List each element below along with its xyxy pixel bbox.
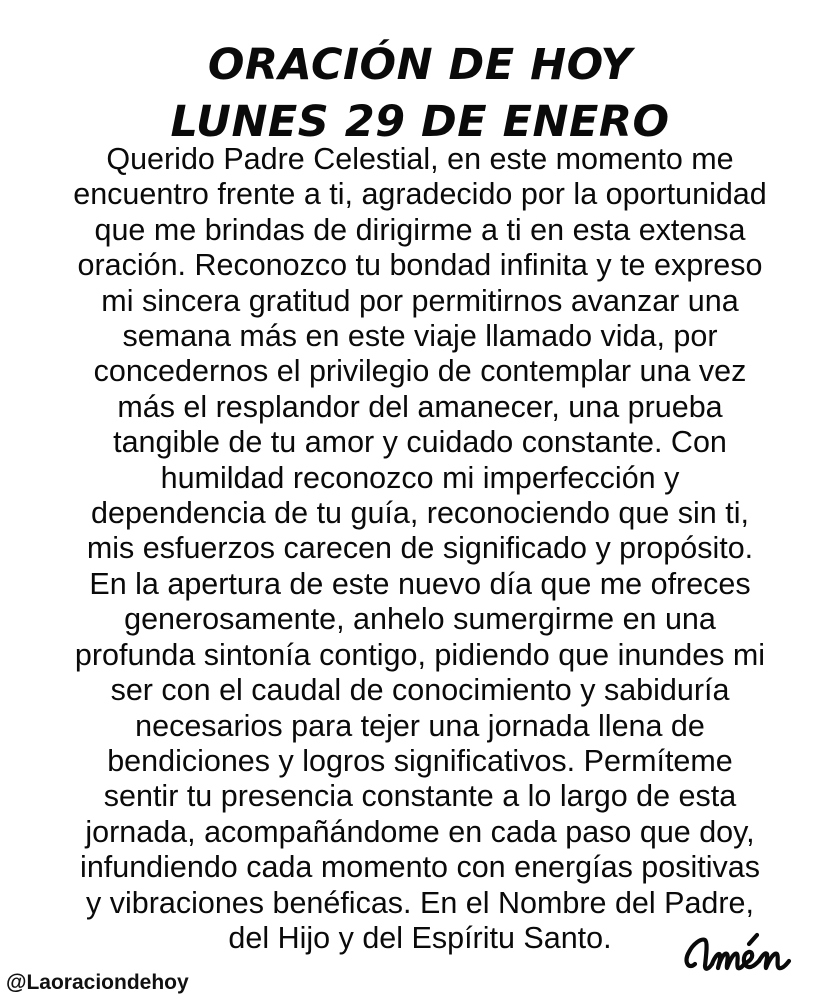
social-handle: @Laoraciondehoy bbox=[6, 971, 189, 994]
prayer-line: humildad reconozco mi imperfección y bbox=[160, 460, 680, 495]
prayer-line: dependencia de tu guía, reconociendo que sin ti, bbox=[91, 496, 749, 531]
prayer-line: del Hijo y del Espíritu Santo. bbox=[228, 920, 612, 955]
prayer-line: concedernos el privilegio de contemplar una vez bbox=[93, 354, 747, 389]
prayer-line: mi sincera gratitud por permitirnos avanzar una bbox=[101, 283, 739, 318]
page-title-line-2: LUNES 29 DE ENERO bbox=[170, 97, 670, 147]
prayer-line: mis esfuerzos carecen de significado y propósito. bbox=[86, 531, 754, 566]
prayer-line: En la apertura de este nuevo día que me ofreces bbox=[89, 566, 751, 601]
prayer-line: sentir tu presencia constante a lo largo de esta bbox=[103, 779, 737, 814]
prayer-line: encuentro frente a ti, agradecido por la oportunidad bbox=[73, 177, 767, 212]
prayer-line: que me brindas de dirigirme a ti en esta extensa bbox=[94, 212, 746, 247]
prayer-line: necesarios para tejer una jornada llena de bbox=[135, 708, 705, 743]
prayer-text bbox=[10, 142, 830, 956]
prayer-line: jornada, acompañándome en cada paso que doy, bbox=[85, 814, 755, 849]
prayer-line: bendiciones y logros significativos. Permíteme bbox=[107, 743, 733, 778]
prayer-line: oración. Reconozco tu bondad infinita y te expreso bbox=[77, 248, 763, 283]
prayer-line: semana más en este viaje llamado vida, por bbox=[122, 319, 718, 354]
prayer-line: y vibraciones benéficas. En el Nombre del Padre, bbox=[86, 885, 754, 920]
amen-signature bbox=[677, 922, 802, 988]
prayer-line: generosamente, anhelo sumergirme en una bbox=[124, 602, 716, 637]
page-title-line-1: ORACIÓN DE HOY bbox=[207, 40, 633, 90]
prayer-line: Querido Padre Celestial, en este momento me bbox=[106, 142, 734, 176]
prayer-line: infundiendo cada momento con energías positivas bbox=[80, 850, 760, 885]
prayer-line: profunda sintonía contigo, pidiendo que inundes mi bbox=[74, 637, 766, 672]
prayer-line: tangible de tu amor y cuidado constante. Con bbox=[113, 425, 727, 460]
prayer-line: más el resplandor del amanecer, una prueba bbox=[117, 389, 723, 424]
prayer-line: ser con el caudal de conocimiento y sabiduría bbox=[110, 673, 730, 708]
